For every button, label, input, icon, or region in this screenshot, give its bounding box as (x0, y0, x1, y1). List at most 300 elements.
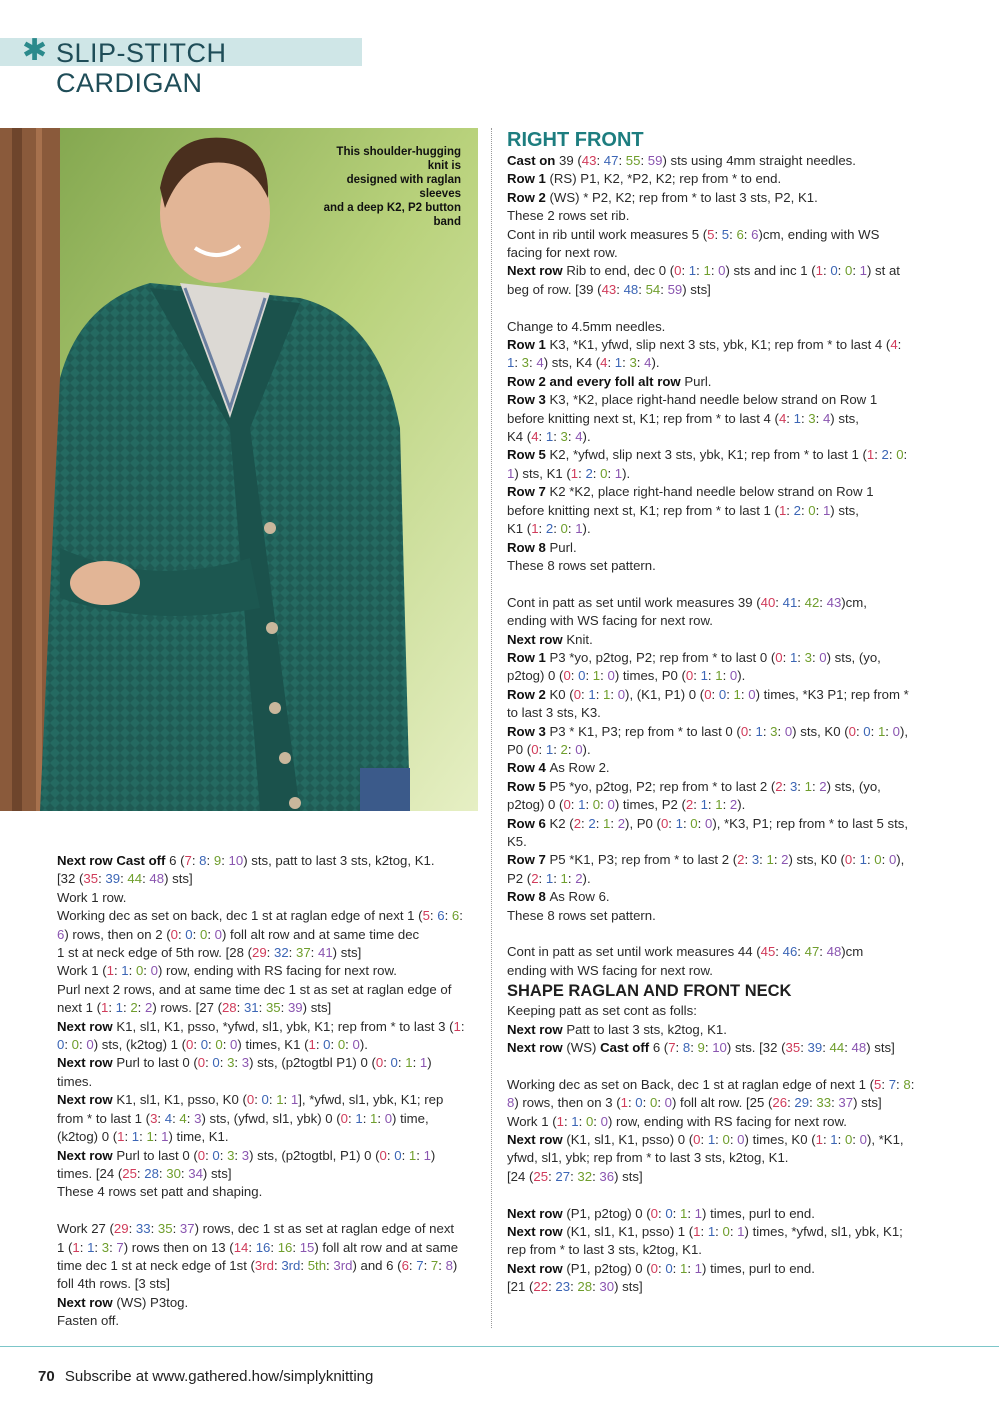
text-run: : (782, 778, 790, 794)
row-label: Next row (57, 1092, 117, 1108)
size-value: 0 (560, 521, 568, 537)
size-value: 0 (844, 852, 853, 868)
pattern-line (57, 889, 482, 907)
size-value: 1 (570, 465, 579, 481)
text-run: : (687, 1205, 695, 1221)
size-value: 2 (130, 1000, 138, 1016)
size-value: 3 (227, 1147, 235, 1163)
size-value: 8 (507, 1095, 515, 1111)
text-run: : (600, 668, 608, 684)
pattern-line (507, 631, 939, 649)
text-run: : (672, 1205, 680, 1221)
caption-line: and a deep K2, P2 button band (323, 202, 461, 228)
pattern-line (507, 1021, 939, 1039)
text-run: : (300, 1257, 308, 1273)
size-value: 14 (233, 1239, 249, 1255)
pattern-line (507, 907, 939, 925)
size-value: 2 (729, 797, 738, 813)
text-run: : (362, 1110, 371, 1126)
text-run: Purl. (549, 539, 577, 555)
pattern-line (507, 262, 939, 280)
text-run: 39 ( (559, 153, 582, 168)
text-run: : (553, 429, 561, 445)
size-value: 23 (555, 1279, 571, 1295)
text-run: : (206, 853, 214, 868)
size-value: 59 (667, 281, 683, 297)
text-run: ) times, *yfwd, sl1, ybk, K1; (744, 1224, 903, 1240)
pattern-line (507, 741, 939, 759)
size-value: 0 (379, 1147, 387, 1163)
text-run: : (205, 1055, 213, 1071)
size-value: 1 (419, 1055, 428, 1071)
size-value: 8 (445, 1257, 453, 1273)
size-value: 1 (146, 1129, 154, 1145)
size-value: 0 (394, 1147, 402, 1163)
text-run: : (538, 870, 546, 886)
pattern-line (507, 1278, 939, 1296)
size-value: 41 (782, 594, 798, 610)
size-value: 39 (105, 871, 121, 887)
size-value: 1 (556, 1113, 564, 1129)
size-value: 0 (660, 815, 669, 831)
pattern-line (57, 852, 482, 870)
text-run: : (910, 1076, 915, 1092)
size-value: 1 (703, 263, 711, 279)
text-run: ). (582, 741, 591, 757)
text-run: ). (651, 355, 660, 371)
size-value: 0 (563, 797, 571, 813)
pattern-line (57, 962, 482, 980)
size-value: 4 (778, 410, 787, 426)
text-run: Cont in patt as set until work measures 44 ( (507, 944, 761, 960)
text-run: : (64, 1037, 72, 1053)
size-value: 0 (665, 1260, 673, 1276)
text-run: : (697, 815, 705, 831)
text-run: : (219, 1147, 228, 1163)
text-run: : (109, 1239, 117, 1255)
size-value: 0 (649, 1095, 658, 1111)
pattern-line (507, 1205, 939, 1223)
size-value: 1 (822, 502, 831, 518)
text-run: (k2tog) 0 ( (57, 1129, 118, 1145)
text-run: ) sts, (yfwd, sl1, ybk) 0 ( (201, 1110, 341, 1126)
text-run: : (219, 1055, 228, 1071)
text-run: : (538, 741, 546, 757)
text-run: (P1, p2tog) 0 ( (566, 1205, 651, 1221)
size-value: 1 (370, 1110, 378, 1126)
size-value: 0 (57, 1037, 65, 1053)
text-run: K1, sl1, K1, psso, K0 ( (116, 1092, 247, 1108)
size-value: 0 (718, 263, 726, 279)
size-value: 0 (261, 1092, 269, 1108)
text-run: ) sts using 4mm straight needles. (662, 153, 856, 168)
pattern-line (57, 1239, 482, 1257)
text-run: : (642, 1095, 650, 1111)
text-run: : (207, 926, 215, 942)
text-run: Purl to last 0 ( (116, 1055, 198, 1071)
text-run: : (570, 797, 579, 813)
size-value: 2 (575, 870, 583, 886)
text-run: : (748, 723, 756, 739)
size-value: 2 (881, 447, 889, 463)
text-run: P5 *K1, P3; rep from * to last 2 ( (549, 852, 738, 868)
text-run: : (124, 1129, 132, 1145)
page-title: SLIP-STITCH CARDIGAN (56, 38, 227, 98)
text-run: times. (57, 1073, 93, 1089)
size-value: 0 (748, 686, 756, 702)
text-run: : (881, 1076, 889, 1092)
paragraph-gap (507, 925, 939, 943)
text-run: : (567, 741, 576, 757)
text-run: : (870, 723, 878, 739)
text-run: : (570, 1279, 578, 1295)
size-value: 1 (161, 1129, 169, 1145)
size-value: 1 (694, 1260, 703, 1276)
text-run: : (123, 1000, 131, 1016)
text-run: : (248, 1239, 256, 1255)
size-value: 1 (531, 521, 539, 537)
text-run: : (831, 1095, 839, 1111)
pattern-line (507, 612, 939, 630)
asterisk-icon: ✱ (22, 34, 48, 67)
size-value: 1 (680, 1260, 688, 1276)
size-value: 0 (384, 1110, 393, 1126)
text-run: ) times, K0 ( (744, 1132, 816, 1148)
text-run: ). (582, 429, 591, 445)
size-value: 1 (877, 723, 886, 739)
caption-line: designed with raglan sleeves (346, 174, 461, 200)
pattern-line (507, 244, 939, 262)
pattern-line (507, 870, 939, 888)
row-label: Row 1 (507, 171, 550, 187)
pattern-line (57, 1312, 482, 1330)
text-run: ) sts] (614, 1279, 643, 1295)
text-run: to last 3 sts, K3. (507, 705, 601, 721)
text-run: : (874, 447, 882, 463)
text-run: ), *K1, (866, 1132, 904, 1148)
text-run: : (570, 1168, 578, 1184)
size-value: 1 (405, 1055, 413, 1071)
text-run: : (744, 852, 752, 868)
text-run: : (777, 723, 785, 739)
size-value: 30 (599, 1279, 615, 1295)
text-run: : (638, 281, 646, 297)
size-value: 29 (794, 1095, 810, 1111)
size-value: 0 (665, 1205, 673, 1221)
text-run: : (787, 1095, 795, 1111)
pattern-line (507, 1241, 939, 1259)
row-label: Next row (507, 263, 567, 279)
text-run: : (714, 226, 722, 242)
size-value: 32 (274, 945, 289, 961)
text-run: : (150, 1221, 158, 1237)
size-value: 0 (859, 1132, 867, 1148)
text-run: : (786, 410, 794, 426)
size-value: 0 (230, 1037, 238, 1053)
pattern-line (507, 851, 939, 869)
size-value: 1 (707, 1224, 716, 1240)
text-run: : (800, 1040, 808, 1056)
row-label: Row 7 (507, 852, 550, 868)
text-run: ) times, K1 ( (237, 1037, 309, 1053)
text-run: : (822, 1040, 830, 1056)
text-run: : (672, 1260, 680, 1276)
text-run: ). (737, 668, 746, 684)
pattern-line (57, 1275, 482, 1293)
pattern-line (507, 539, 939, 557)
size-value: 1 (106, 963, 114, 979)
pattern-line (507, 170, 939, 188)
text-run: ) times, purl to end. (702, 1205, 815, 1221)
text-run: ). (582, 870, 591, 886)
text-run: ) row, ending with RS facing for next row. (157, 963, 397, 979)
size-value: 0 (635, 1095, 643, 1111)
text-run: : (610, 686, 618, 702)
text-run: : (136, 1165, 145, 1181)
size-value: 44 (127, 871, 143, 887)
size-value: 3 (194, 1110, 202, 1126)
text-run: : (897, 337, 902, 353)
text-run: Purl to last 0 ( (116, 1147, 198, 1163)
text-run: ), P0 ( (625, 815, 661, 831)
text-run: ) sts, (830, 502, 859, 518)
text-run: : (172, 1110, 180, 1126)
size-value: 8 (682, 1040, 691, 1056)
text-run: : (157, 1110, 165, 1126)
text-run: before knitting next st, K1; rep from * to last 4 ( (507, 410, 779, 426)
text-run: : (192, 926, 200, 942)
text-run: Work 1 ( (507, 1113, 557, 1129)
model-illustration (0, 128, 478, 811)
size-value: 0 (674, 263, 682, 279)
pattern-line (507, 723, 939, 741)
pattern-line (57, 999, 482, 1017)
section-heading: RIGHT FRONT (507, 129, 644, 151)
text-run: : (885, 723, 893, 739)
text-run: : (707, 668, 716, 684)
text-run: : (681, 263, 689, 279)
text-run: : (330, 1037, 338, 1053)
text-run: : (288, 945, 296, 961)
size-value: 1 (545, 870, 554, 886)
size-value: 4 (531, 429, 539, 445)
size-value: 1 (308, 1037, 316, 1053)
text-run: : (514, 355, 522, 371)
text-run: K1 ( (507, 521, 532, 537)
text-run: : (172, 1221, 180, 1237)
size-value: 0 (650, 1260, 658, 1276)
text-run: K3, *K1, yfwd, slip next 3 sts, ybk, K1; rep from * to last 4 ( (549, 337, 891, 353)
row-label: Next row (57, 1147, 117, 1163)
text-run: Purl. (684, 373, 712, 389)
text-run: p2tog) 0 ( (507, 797, 564, 813)
pattern-line (507, 354, 939, 372)
text-run: ), (K1, P1) 0 ( (625, 686, 705, 702)
text-run: : (397, 1055, 406, 1071)
size-value: 0 (722, 1132, 730, 1148)
text-run: (WS) (566, 1040, 601, 1056)
text-run: K2 *K2, place right-hand needle below strand on Row 1 (549, 484, 874, 500)
row-label: Next row Cast off (57, 853, 170, 868)
text-run: ) and 6 ( (352, 1257, 402, 1273)
size-value: 0 (212, 1055, 220, 1071)
text-run: : (208, 1037, 216, 1053)
size-value: 1 (117, 1129, 125, 1145)
text-run: P3 * K1, P3; rep from * to last 0 ( (549, 723, 741, 739)
size-value: 0 (600, 1113, 608, 1129)
text-run: : (729, 1132, 738, 1148)
size-value: 1 (793, 410, 801, 426)
text-run: ) sts, (p2togtbl, P1) 0 ( (249, 1147, 380, 1163)
row-label: Row 4 (507, 760, 550, 776)
row-label: Next row (507, 1021, 567, 1037)
row-label: Row 1 (507, 649, 550, 665)
size-value: 0 (729, 668, 738, 684)
text-run: : (722, 797, 730, 813)
text-run: ) (430, 1147, 436, 1163)
text-run: (K1, sl1, K1, psso) 0 ( (566, 1132, 694, 1148)
text-run: ) rows, dec 1 st as set at raglan edge of next (194, 1221, 455, 1237)
size-value: 47 (804, 944, 820, 960)
text-run: : (139, 1129, 147, 1145)
pattern-line (507, 796, 939, 814)
size-value: 0 (575, 741, 583, 757)
text-run: : (811, 649, 820, 665)
row-label: Row 3 (507, 392, 550, 408)
size-value: 37 (179, 1221, 195, 1237)
text-run: : (775, 944, 783, 960)
size-value: 0 (722, 1224, 730, 1240)
size-value: 32 (577, 1168, 593, 1184)
text-run: : (128, 963, 136, 979)
text-run: K1, sl1, K1, psso, *yfwd, sl1, ybk, K1; rep from * to last 3 ( (116, 1018, 454, 1034)
size-value: 3 (227, 1055, 235, 1071)
pattern-line (507, 1094, 939, 1112)
text-run: : (234, 1147, 242, 1163)
text-run: : (595, 815, 604, 831)
text-run: : (592, 1168, 600, 1184)
pattern-line (507, 962, 939, 980)
size-value: 0 (86, 1037, 94, 1053)
size-value: 1 (755, 723, 763, 739)
pattern-line (57, 1294, 482, 1312)
text-run: : (596, 153, 604, 168)
size-value: 1 (815, 263, 823, 279)
size-value: 0 (693, 1132, 701, 1148)
size-value: 4 (164, 1110, 173, 1126)
size-value: 1 (815, 1132, 823, 1148)
photo-caption (313, 145, 461, 229)
text-run: beg of row. [39 ( (507, 281, 602, 297)
size-value: 6 (437, 908, 445, 924)
size-value: 3 (521, 355, 530, 371)
text-run: K0 ( (549, 686, 574, 702)
size-value: 0 (585, 1113, 594, 1129)
text-run: : (707, 797, 716, 813)
size-value: 0 (650, 1205, 658, 1221)
size-value: 43 (581, 153, 597, 168)
text-run: : (377, 1110, 385, 1126)
size-value: 0 (896, 447, 904, 463)
text-run: K2 ( (549, 815, 574, 831)
size-value: 54 (645, 281, 661, 297)
size-value: 35 (265, 1000, 281, 1016)
pattern-line (57, 1147, 482, 1165)
pattern-line (57, 1110, 482, 1128)
text-run: : (153, 1129, 162, 1145)
size-value: 2 (585, 465, 593, 481)
text-run: Knit. (566, 631, 593, 647)
size-value: 2 (145, 1000, 153, 1016)
text-run: As Row 2. (549, 760, 610, 776)
text-run: ) sts and inc 1 ( (725, 263, 816, 279)
row-label: Next row (57, 1018, 117, 1034)
text-run: : (205, 1147, 213, 1163)
row-label: Next row (507, 1260, 567, 1276)
size-value: 1 (131, 1129, 140, 1145)
size-value: 0 (214, 926, 222, 942)
size-value: 0 (215, 1037, 223, 1053)
text-run: : (193, 1037, 201, 1053)
text-run: : (553, 870, 561, 886)
text-run: ) sts] (164, 871, 193, 887)
pattern-line (507, 428, 939, 446)
size-value: 42 (804, 594, 820, 610)
text-run: Keeping patt as set cont as folls: (507, 1003, 697, 1019)
size-value: 0 (888, 852, 897, 868)
text-run: : (852, 852, 860, 868)
size-value: 4 (179, 1110, 187, 1126)
size-value: 35 (83, 871, 99, 887)
text-run: : (79, 1037, 87, 1053)
text-run: : (627, 1095, 636, 1111)
size-value: 35 (157, 1221, 173, 1237)
text-run: : (270, 1239, 278, 1255)
size-value: 1 (620, 1095, 628, 1111)
text-run: : (696, 263, 704, 279)
text-run: : (658, 1205, 666, 1221)
text-run: from * to last 1 ( (57, 1110, 151, 1126)
row-label: Next row (507, 631, 567, 647)
text-run: : (822, 263, 831, 279)
row-label: Row 5 (507, 778, 550, 794)
text-run: : (581, 686, 589, 702)
size-value: 1 (693, 1224, 701, 1240)
size-value: 1 (423, 1147, 431, 1163)
pattern-line (507, 373, 939, 391)
size-value: 31 (243, 1000, 259, 1016)
size-value: 10 (228, 853, 244, 868)
text-run: ) times, P2 ( (614, 797, 686, 813)
text-run: K2, *yfwd, slip next 3 sts, ybk, K1; rep from * to last 1 ( (549, 447, 867, 463)
text-run: : (548, 1168, 556, 1184)
text-run: (RS) P1, K2, *P2, K2; rep from * to end. (549, 171, 782, 187)
size-value: 1 (507, 355, 515, 371)
size-value: 2 (617, 815, 626, 831)
size-value: 2 (775, 778, 783, 794)
size-value: 0 (135, 963, 144, 979)
row-label: Next row (507, 1132, 567, 1148)
text-run: : (423, 1257, 431, 1273)
text-run: ) (452, 1257, 458, 1273)
text-run: : (348, 1110, 356, 1126)
text-run: P5 *yo, p2tog, P2; rep from * to last 2 ( (549, 778, 776, 794)
text-run: ], *yfwd, sl1, ybk, K1; rep (298, 1092, 444, 1108)
text-run: : (438, 1257, 446, 1273)
text-run: : (585, 668, 593, 684)
text-run: ) rows, then on 3 ( (514, 1095, 621, 1111)
size-value: 1 (276, 1092, 284, 1108)
